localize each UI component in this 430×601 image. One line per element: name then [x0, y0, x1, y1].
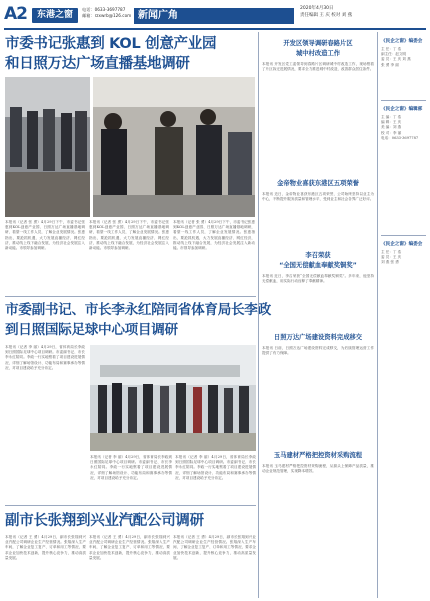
article-2-photo [90, 345, 256, 451]
column-b-article-5-body: 本报讯 玉马建材严格把控资材采购流程，从源头上保障产品质量，推动企业规范管理，实现降本增效。 [262, 464, 374, 474]
page-number: A2 [4, 4, 27, 24]
section-title: 新闻广角 [138, 10, 178, 21]
column-b-article-2-title: 金帝物业喜获东港区五项荣誉 [277, 180, 359, 187]
sidebar-line: 主 编：丁 浩 [381, 115, 402, 119]
divider [381, 235, 426, 236]
sidebar-line: 副主任：赵文明 [381, 52, 407, 57]
sidebar-line: 主 任：丁 浩 [381, 47, 402, 51]
contact-phone: 电话：0633-3697787 [82, 7, 126, 12]
column-b-article-1-title-line1: 开发区领导调研春路片区 [283, 40, 353, 47]
sidebar-box-3-body [381, 250, 426, 274]
column-b-article-4-body: 本报讯 日前，日照万达广场建设资料完成移交，为后续管理运营工作提供了有力保障。 [262, 346, 374, 356]
article-2-body-col2: 本报讯（记者 李 丽）4月29日，省体育局长李政到日照国际足球中心项目调研。市委副书记、市长李永红陪同。李政一行实地察看了项目建设进展情况，详细了解场馆设计、功能布局和赛事承办等情况，对项目建设给予充分肯定。 [90, 455, 172, 480]
article-2-headline-line1: 市委副书记、市长李永红陪同省体育局长李政 [5, 302, 271, 318]
sidebar-line: 电话：0633-3697787 [381, 135, 419, 140]
divider [5, 505, 256, 506]
sidebar-line: 委 员：王 庆 刘 燕 [381, 57, 411, 62]
column-b-article-5-title: 玉马建材严格把控资材采购流程 [273, 452, 363, 459]
article-1-body-col2: 本报讯（记者 张 勇）4月29日下午，市委书记张惠到KOL创意产业园、日照万达广场直播基地调研，看望一线工作人员，了解企业发展情况。张惠指出，要抢抓机遇，大力发展直播经济、网红经济，推动线上线下融合发展，为经济社会发展注入新动能。市领导参加调研。 [89, 220, 169, 251]
article-1-body-col1: 本报讯（记者 张 勇）4月29日下午，市委书记张惠到KOL创意产业园、日照万达广场直播基地调研，看望一线工作人员，了解企业发展情况。张惠指出，要抢抓机遇，大力发展直播经济、网红经济，推动线上线下融合发展，为经济社会发展注入新动能。市领导参加调研。 [5, 220, 85, 251]
article-1-headline-line2: 和日照万达广场直播基地调研 [5, 56, 190, 72]
divider [381, 100, 426, 101]
article-1-photo-1 [5, 77, 90, 217]
sidebar-box-2-body [381, 115, 426, 155]
masthead [0, 0, 430, 30]
sidebar-box-3-title: 《民企之窗》编委会 [381, 242, 423, 247]
sidebar-line: 美 编：刘 燕 [381, 125, 402, 130]
masthead-rule [4, 28, 426, 30]
column-divider [377, 32, 378, 598]
article-2-headline-line2: 到日照国际足球中心项目调研 [5, 322, 178, 338]
sidebar-line: 主 任：丁 浩 [381, 250, 402, 254]
column-divider [258, 32, 259, 598]
sidebar-line: 编 辑：王 庆 [381, 120, 402, 125]
article-2-body-col1: 本报讯（记者 李 丽）4月29日，省体育局长李政到日照国际足球中心项目调研。市委副书记、市长李永红陪同。李政一行实地察看了项目建设进展情况，详细了解场馆设计、功能布局和赛事承办等情况，对项目建设给予充分肯定。 [5, 345, 85, 370]
article-3-body-col1: 本报讯（记者 王 勇）4月29日，副市长张翔到兴业汽配公司调研企业生产经营情况。张翔深入生产车间，了解企业复工复产、订单和用工等情况，要求企业加快技术创新，提升核心竞争力，推动高质量发展。 [5, 535, 86, 560]
column-b-article-3-title-line1: 李召荣获 [305, 252, 331, 259]
article-3-headline: 副市长张翔到兴业汽配公司调研 [5, 513, 204, 529]
sidebar-box-1-body [381, 47, 426, 77]
sidebar-box-1-title: 《民企之窗》编委会 [381, 39, 423, 44]
date-info [300, 6, 352, 19]
column-b-article-4-title: 日照万达广场建设资料完成移交 [273, 334, 363, 341]
contact-email: 邮箱：rzxwrb@126.com [82, 12, 132, 18]
article-1-headline-line1: 市委书记张惠到 KOL 创意产业园 [5, 36, 217, 52]
sidebar-line: 委 员：王 庆 [381, 255, 402, 260]
contact-info [82, 7, 131, 18]
column-b-article-1-body: 本报讯 开发区党工委领导到春路片区调研城中村改造工作，现场察看了片区拆迁进展情况，要求全力推进城中村改造，改善群众居住条件。 [262, 62, 374, 72]
divider [5, 296, 256, 297]
editor-line: 责任编辑 王 庆 校对 刘 燕 [300, 12, 353, 18]
article-3-body-col2: 本报讯（记者 王 勇）4月29日，副市长张翔到兴业汽配公司调研企业生产经营情况。张翔深入生产车间，了解企业复工复产、订单和用工等情况，要求企业加快技术创新，提升核心竞争力，推动高质量发展。 [89, 535, 170, 560]
article-3-body-col3: 本报讯（记者 王 勇）4月29日，副市长张翔到兴业汽配公司调研企业生产经营情况。张翔深入生产车间，了解企业复工复产、订单和用工等情况，要求企业加快技术创新，提升核心竞争力，推动高质量发展。 [173, 535, 256, 560]
article-1-body-col3: 本报讯（记者 张 勇）4月29日下午，市委书记张惠到KOL创意产业园、日照万达广场直播基地调研，看望一线工作人员，了解企业发展情况。张惠指出，要抢抓机遇，大力发展直播经济、网红经济，推动线上线下融合发展，为经济社会发展注入新动能。市领导参加调研。 [173, 220, 255, 251]
paper-logo: 东港之窗 [32, 8, 78, 23]
article-1-photo-2 [93, 77, 255, 217]
issue-date: 2020年4月30日 [300, 6, 334, 11]
sidebar-line: 张 勇 李 丽 [381, 62, 399, 67]
column-b-article-3-title-line2: “全国无偿献血奉献奖铜奖” [279, 262, 357, 269]
column-b-article-3-body: 本报讯 近日，李召荣获“全国无偿献血奉献奖铜奖”。多年来，他坚持无偿献血，用实际行动诠释了奉献精神。 [262, 274, 374, 284]
sidebar-line: 校 对：李 丽 [381, 130, 402, 135]
article-2-body-col3: 本报讯（记者 李 丽）4月29日，省体育局长李政到日照国际足球中心项目调研。市委副书记、市长李永红陪同。李政一行实地察看了项目建设进展情况，详细了解场馆设计、功能布局和赛事承办等情况，对项目建设给予充分肯定。 [175, 455, 256, 480]
column-b-article-1-title-line2: 城中村改造工作 [295, 50, 341, 57]
column-b-article-2-body: 本报讯 近日，金帝物业喜获东港区五项荣誉，公司始终坚持以业主为中心，不断提升服务质量和管理水平，受到业主和社会各界广泛好评。 [262, 192, 374, 202]
sidebar-line: 刘 燕 张 勇 [381, 260, 399, 265]
sidebar-box-2-title: 《民企之窗》编辑部 [381, 107, 423, 112]
